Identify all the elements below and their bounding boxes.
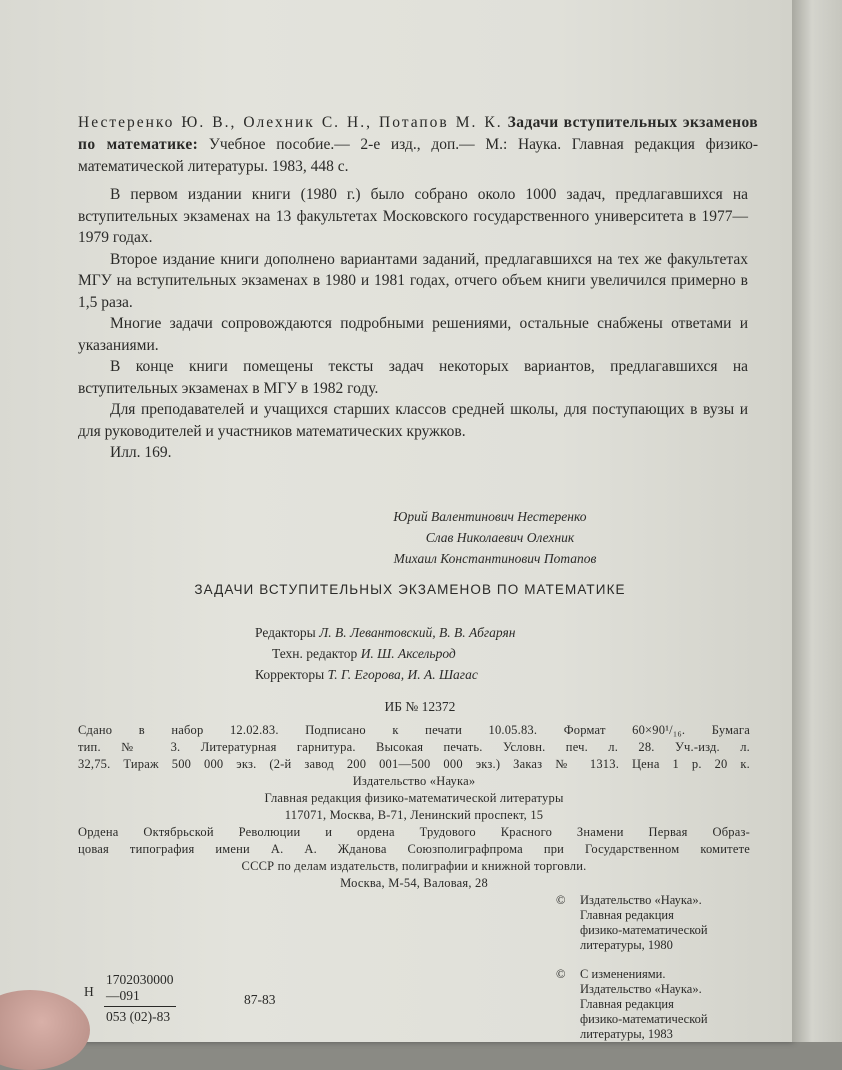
printer-address: Москва, М-54, Валовая, 28	[340, 876, 488, 890]
author-name: Михаил Константинович Потапов	[393, 551, 597, 566]
abstract	[78, 184, 748, 464]
publisher-edition: Главная редакция физико-математической литературы	[264, 791, 564, 805]
copyright-line: Издательство «Наука».	[580, 982, 702, 996]
tech-editor-name: И. Ш. Аксельрод	[360, 646, 456, 661]
editors-block	[255, 622, 655, 685]
copyright-line: физико-математической	[580, 1012, 708, 1026]
imprint-line: тип. № 3. Литературная гарнитура. Высокая печать. Условн. печ. л. 28. Уч.-изд. л.	[78, 740, 750, 754]
title-rest: вступительных экзаменов по математике:	[78, 114, 759, 153]
printer-line: СССР по делам издательств, полиграфии и книжной торговли.	[241, 859, 587, 873]
imprint-line: Сдано в набор 12.02.83. Подписано к печати 10.05.83. Формат 60×90¹/₁₆. Бумага	[78, 723, 750, 737]
page-edge	[792, 0, 842, 1042]
copyright-notice	[556, 893, 760, 953]
catalog-denominator: 053 (02)-83	[106, 1009, 171, 1024]
catalog-numerator: 1702030000—091	[104, 972, 176, 1007]
copyright-line: Издательство «Наука».	[580, 893, 702, 907]
authors: Нестеренко Ю. В., Олехник С. Н., Потапов М. К.	[78, 114, 503, 131]
author-name: Слав Николаевич Олехник	[425, 530, 575, 545]
catalog-letter: Н	[84, 984, 94, 999]
book-title: ЗАДАЧИ ВСТУПИТЕЛЬНЫХ ЭКЗАМЕНОВ ПО МАТЕМАТИКЕ	[194, 582, 626, 597]
copyright-line: литературы, 1983	[580, 1027, 673, 1041]
abstract-paragraph: Многие задачи сопровождаются подробными решениями, остальные снабжены ответами и указаниями.	[78, 315, 748, 354]
copyright-icon: ©	[556, 893, 566, 907]
copyright-line: Главная редакция	[580, 908, 674, 922]
illustration-count: Илл. 169.	[110, 444, 172, 461]
author-full-names	[0, 506, 840, 569]
copyright-block	[556, 893, 760, 1056]
copyright-icon: ©	[556, 967, 566, 981]
copyright-line: литературы, 1980	[580, 938, 673, 952]
printer-line: цовая типография имени А. А. Жданова Союзполиграфпрома при Государственном комитете	[78, 842, 750, 856]
title-start: Задачи	[507, 114, 559, 131]
publisher-name: Издательство «Наука»	[352, 774, 476, 788]
editors-names: Л. В. Левантовский, В. В. Абгарян	[319, 625, 516, 640]
proofreaders-label: Корректоры	[255, 667, 325, 682]
abstract-paragraph: Второе издание книги дополнено вариантами заданий, предлагавшихся на тех же факультетах МГУ на вступительных экзаменах в 1980 и 1981 годах, отчего объем книги увеличился примерно в 1,5 раза.	[78, 250, 748, 311]
editors-line	[255, 622, 655, 643]
bibliographic-entry	[78, 112, 758, 178]
editors-label: Редакторы	[255, 625, 316, 640]
imprint-line: 32,75. Тираж 500 000 экз. (2-й завод 200 001—500 000 экз.) Заказ № 1313. Цена 1 р. 20 к.	[78, 757, 750, 771]
author-name: Юрий Валентинович Нестеренко	[393, 509, 587, 524]
bibliographic-description: Учебное пособие.— 2-е изд., доп.— М.: Наука. Главная редакция физико-математической литературы. 1983, 448 с.	[78, 136, 759, 175]
publisher-address: 117071, Москва, В-71, Ленинский проспект, 15	[284, 808, 544, 822]
abstract-paragraph: В первом издании книги (1980 г.) было собрано около 1000 задач, предлагавшихся на вступительных экзаменах на 13 факультетах Московского государственного университета в 1977—1979 годах.	[78, 186, 748, 246]
printer-line: Ордена Октябрьской Революции и ордена Трудового Красного Знамени Первая Образ-	[78, 825, 750, 839]
ib-number: ИБ № 12372	[384, 699, 456, 714]
copyright-line: Главная редакция	[580, 997, 674, 1011]
proofreaders-names: Т. Г. Егорова, И. А. Шагас	[327, 667, 478, 682]
tech-editor-line	[255, 643, 655, 664]
tech-editor-label: Техн. редактор	[272, 646, 358, 661]
abstract-paragraph: Для преподавателей и учащихся старших классов средней школы, для поступающих в вузы и для руководителей и участников математических кружков.	[78, 401, 748, 440]
catalog-suffix: 87-83	[244, 992, 276, 1007]
copyright-line: С изменениями.	[580, 967, 666, 981]
abstract-paragraph: В конце книги помещены тексты задач некоторых вариантов, предлагавшихся на вступительных экзаменах в МГУ в 1982 году.	[78, 358, 748, 397]
copyright-notice	[556, 967, 760, 1042]
imprint-block	[78, 722, 750, 892]
copyright-line: физико-математической	[580, 923, 708, 937]
catalog-fraction	[104, 972, 176, 1025]
proofreaders-line	[255, 664, 655, 685]
